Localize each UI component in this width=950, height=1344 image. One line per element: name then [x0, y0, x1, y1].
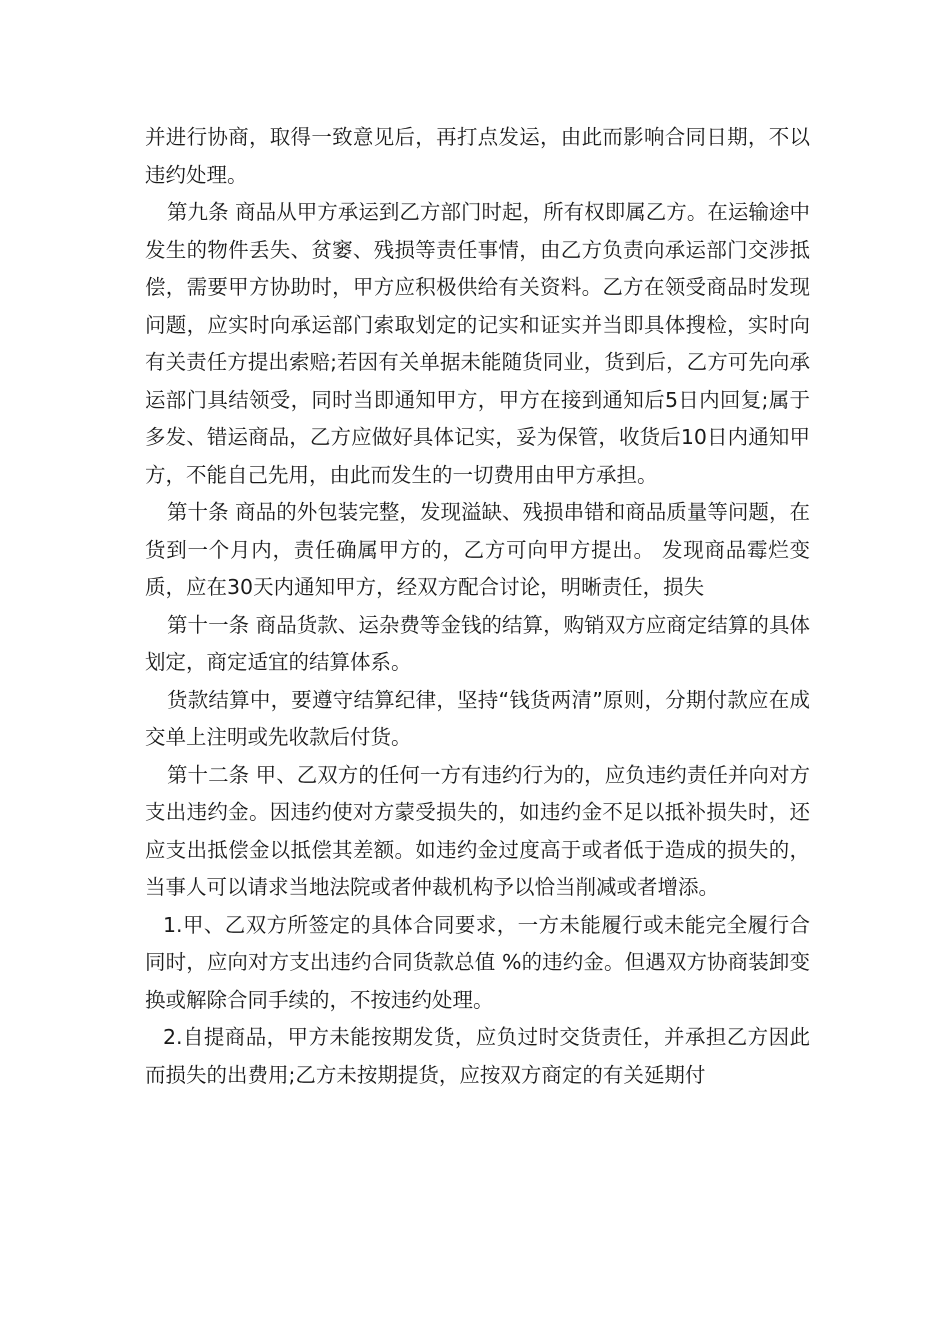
paragraph-settlement: 货款结算中，要遵守结算纪律，坚持“钱货两清”原则，分期付款应在成交单上注明或先收款后付货。 [145, 687, 810, 749]
paragraph-article-9: 第九条 商品从甲方承运到乙方部门时起，所有权即属乙方。在运输途中发生的物件丢失、贫窭、残损等责任事情，由乙方负责向承运部门交涉抵偿，需要甲方协助时，甲方应积极供给有关资料。乙方在领受商品时发现问题，应实时向承运部门索取划定的记实和证实并当即具体搜检，实时向有关责任方提出索赔;若因有关单据未能随货同业，货到后，乙方可先向承运部门具结领受，同时当即通知甲方，甲方在接到通知后5日内回复;属于多发、错运商品，乙方应做好具体记实，妥为保管，收货后10日内通知甲方，不能自己先用，由此而发生的一切费用由甲方承担。 [145, 200, 810, 487]
paragraph-article-11: 第十一条 商品货款、运杂费等金钱的结算，购销双方应商定结算的具体划定，商定适宜的结算体系。 [145, 612, 810, 674]
paragraph-item-1: 1.甲、乙双方所签定的具体合同要求，一方未能履行或未能完全履行合同时，应向对方支出违约合同货款总值 %的违约金。但遇双方协商装卸变换或解除合同手续的，不按违约处理。 [145, 912, 810, 1012]
paragraph-article-12: 第十二条 甲、乙双方的任何一方有违约行为的，应负违约责任并向对方支出违约金。因违约使对方蒙受损失的，如违约金不足以抵补损失时，还应支出抵偿金以抵偿其差额。如违约金过度高于或者低于造成的损失的，当事人可以请求当地法院或者仲裁机构予以恰当削减或者增添。 [145, 762, 810, 899]
paragraph-item-2: 2.自提商品，甲方未能按期发货，应负过时交货责任，并承担乙方因此而损失的出费用;乙方未按期提货，应按双方商定的有关延期付 [145, 1025, 810, 1087]
paragraph-continuation: 并进行协商，取得一致意见后，再打点发运，由此而影响合同日期，不以违约处理。 [145, 125, 810, 187]
document-body [145, 119, 810, 1094]
paragraph-article-10: 第十条 商品的外包装完整，发现溢缺、残损串错和商品质量等问题，在货到一个月内，责任确属甲方的，乙方可向甲方提出。 发现商品霉烂变质，应在30天内通知甲方，经双方配合讨论，明晰责任，损失 [145, 500, 810, 599]
